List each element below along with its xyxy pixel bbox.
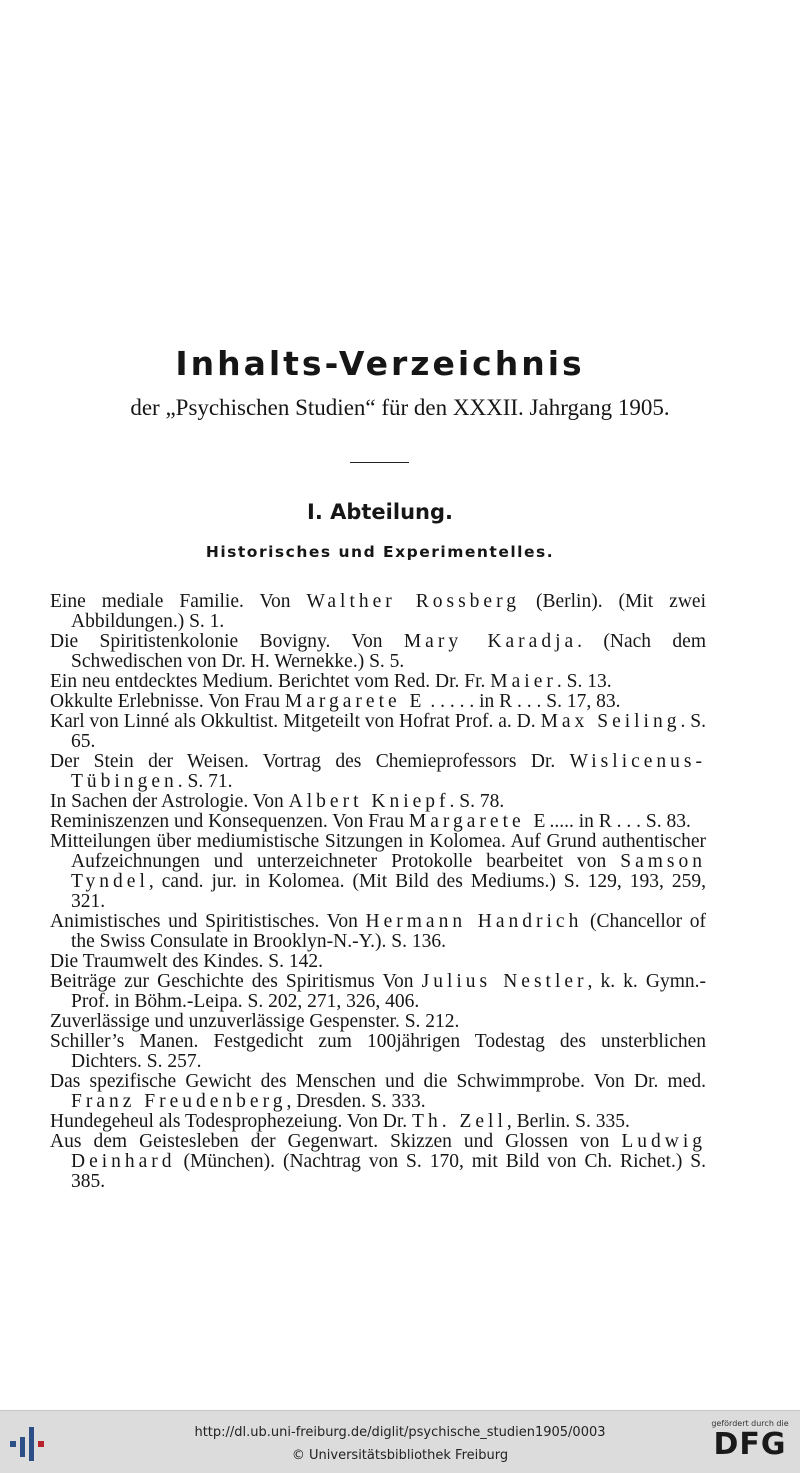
entry-author: Ludwig Deinhard [71,1131,706,1172]
entry-text-tail: , cand. jur. in Kolomea. (Mit Bild des Mediums.) S. 129, 193, 259, 321. [71,871,706,912]
contents-entry [50,952,706,972]
entry-text-tail: . . . . . in R . . . S. 17, 83. [425,691,621,712]
entry-text: In Sachen der Astrologie. Von [50,791,289,812]
entry-author: Albert Kniepf [288,791,450,812]
contents-entry [50,1072,706,1112]
entry-text-tail: ..... in R . . . S. 83. [549,811,691,832]
entry-author: Mary Karadja [403,631,578,652]
entry-author: Margarete E [408,811,550,832]
contents-entry [50,752,706,792]
copyright-notice: © Universitätsbibliothek Freiburg [291,1448,509,1463]
entry-text: Karl von Linné als Okkultist. Mitgeteilt von Hofrat Prof. a. D. [50,711,541,732]
contents-list [50,592,706,1192]
contents-entry [50,712,706,752]
footer-bar [0,1410,800,1473]
dfg-wordmark: DFG [713,1427,787,1462]
entry-text: Die Traumwelt des Kindes. S. 142. [50,951,323,972]
entry-author: Hermann Handrich [365,911,583,932]
section-title: I. Abteilung. [307,500,453,524]
entry-author: Maier [490,671,557,692]
entry-text-tail: . S. 65. [71,711,706,752]
contents-entry [50,1032,706,1072]
contents-entry [50,592,706,632]
entry-text-tail: , Dresden. S. 333. [286,1091,426,1112]
title-divider [350,462,409,463]
contents-entry [50,632,706,672]
entry-text: Aus dem Geistesleben der Gegenwart. Skizzen und Glossen von [50,1131,622,1152]
entry-text-tail: (Berlin). (Mit zwei Abbildungen.) S. 1. [71,591,706,632]
entry-text: Mitteilungen über mediumistische Sitzungen in Kolomea. Auf Grund authentischer Aufzeichnungen und unterzeichneter Protokolle bearbeitet von [50,831,706,872]
entry-author: Wislicenus-Tübingen [71,751,706,792]
entry-author: Th. Zell [412,1111,507,1132]
entry-text: Schiller’s Manen. Festgedicht zum 100jährigen Todestag des unsterblichen Dichters. S. 257. [50,1031,706,1072]
contents-entry [50,912,706,952]
dfg-tagline: gefördert durch die [711,1419,789,1428]
contents-entry [50,1132,706,1192]
contents-entry [50,792,706,812]
contents-entry [50,672,706,692]
entry-text-tail: (München). (Nachtrag von S. 170, mit Bild von Ch. Richet.) S. 385. [71,1151,706,1192]
entry-text-tail: (Chancellor of the Swiss Consulate in Brooklyn-N.-Y.). S. 136. [71,911,707,952]
entry-text: Eine mediale Familie. Von [50,591,307,612]
entry-text: Animistisches und Spiritistisches. Von [50,911,366,932]
entry-text: Beiträge zur Geschichte des Spiritismus Von [50,971,422,992]
entry-text: Ein neu entdecktes Medium. Berichtet vom Red. Dr. Fr. [50,671,491,692]
entry-text-tail: , k. k. Gymn.-Prof. in Böhm.-Leipa. S. 202, 271, 326, 406. [71,971,706,1012]
entry-author: Max Seiling [540,711,681,732]
dfg-logo[interactable] [708,1419,792,1469]
entry-author: Julius Nestler [421,971,588,992]
permalink-url[interactable]: http://dl.ub.uni-freiburg.de/diglit/psychische_studien1905/0003 [194,1425,606,1440]
entry-text-tail: . S. 13. [556,671,612,692]
entry-text: Der Stein der Weisen. Vortrag des Chemieprofessors Dr. [50,751,570,772]
page-title: Inhalts-Verzeichnis [175,344,585,383]
entry-text: Zuverlässige und unzuverlässige Gespenster. S. 212. [50,1011,460,1032]
contents-entry [50,812,706,832]
entry-text: Das spezifische Gewicht des Menschen und die Schwimmprobe. Von Dr. med. [50,1071,706,1092]
entry-text: Okkulte Erlebnisse. Von Frau [50,691,285,712]
contents-entry [50,1112,706,1132]
entry-text-tail: . S. 78. [449,791,505,812]
contents-entry [50,972,706,1012]
entry-author: Franz Freudenberg [71,1091,287,1112]
entry-author: Walther Rossberg [306,591,520,612]
page-subtitle: der „Psychischen Studien“ für den XXXII. Jahrgang 1905. [130,395,670,420]
entry-author: Margarete E [284,691,426,712]
entry-text-tail: . S. 71. [177,771,233,792]
contents-entry [50,1012,706,1032]
entry-text-tail: , Berlin. S. 335. [506,1111,630,1132]
entry-text: Die Spiritistenkolonie Bovigny. Von [50,631,404,652]
contents-entry [50,692,706,712]
entry-text: Reminiszenzen und Konsequenzen. Von Frau [50,811,409,832]
entry-author: Samson Tyndel [71,851,706,892]
entry-text: Hundegeheul als Todesprophezeiung. Von Dr. [50,1111,413,1132]
entry-text-tail: . (Nach dem Schwedischen von Dr. H. Wernekke.) S. 5. [71,631,706,672]
contents-entry [50,832,706,912]
section-subtitle: Historisches und Experimentelles. [205,543,555,561]
